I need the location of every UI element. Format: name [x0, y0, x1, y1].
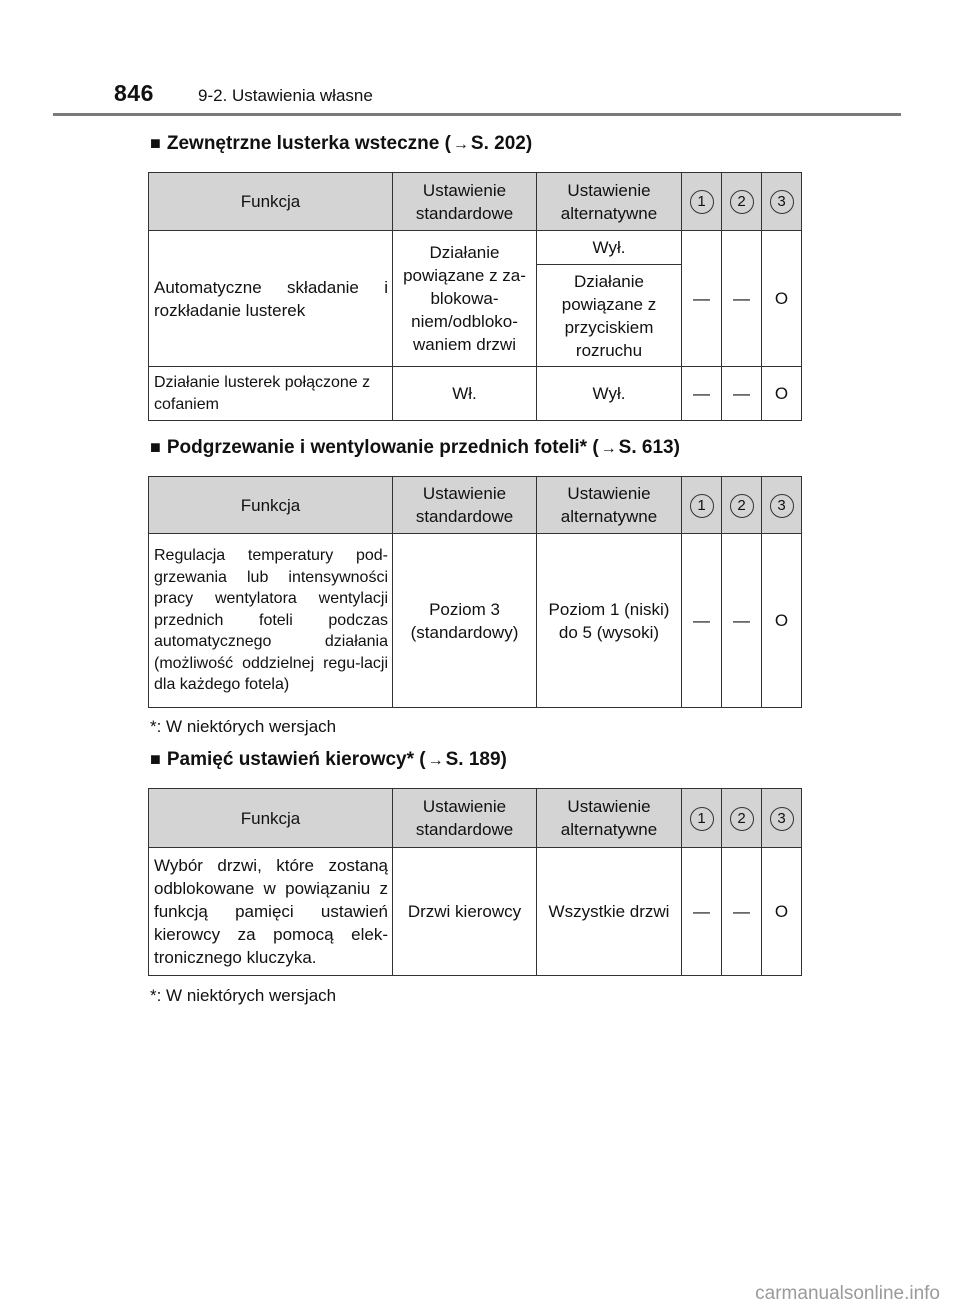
bullet-square-icon: ■	[150, 749, 161, 769]
column-header-1	[682, 789, 722, 848]
section-title-text: Pamięć ustawień kierowcy* (	[166, 749, 426, 770]
section-title-mirrors	[150, 133, 532, 155]
function-cell: Regulacja temperatury pod-grzewania lub intensywności pracy wentylatora wentylacji przednich foteli podczas automatycznego działania (możliwość oddzielnej regu-lacji dla każdego fotela)	[149, 534, 393, 708]
page-reference-link[interactable]: S. 613)	[618, 437, 680, 458]
driver-memory-table	[148, 788, 802, 976]
column-header-2	[722, 477, 762, 534]
circled-number-3-icon: 3	[770, 494, 794, 518]
alternative-setting-cell: Wył.	[537, 367, 682, 421]
default-setting-cell: Poziom 3 (standardowy)	[393, 534, 537, 708]
alternative-setting-cell: Wszystkie drzwi	[537, 848, 682, 976]
section-title-text: Podgrzewanie i wentylowanie przednich foteli* (	[166, 437, 599, 458]
setting-method-3-cell: O	[762, 231, 802, 367]
setting-method-2-cell: —	[722, 231, 762, 367]
page-reference-link[interactable]: S. 189)	[445, 749, 507, 770]
function-cell: Wybór drzwi, które zostaną odblokowane w powiązaniu z funkcją pamięci ustawień kierowcy za pomocą elek-tronicznego kluczyka.	[149, 848, 393, 976]
column-header-alternative: Ustawienie alternatywne	[537, 173, 682, 231]
setting-method-1-cell: —	[682, 367, 722, 421]
setting-method-1-cell: —	[682, 231, 722, 367]
table-row	[149, 534, 802, 708]
circled-number-2-icon: 2	[730, 190, 754, 214]
default-setting-cell: Drzwi kierowcy	[393, 848, 537, 976]
alternative-setting-cell: Poziom 1 (niski) do 5 (wysoki)	[537, 534, 682, 708]
column-header-alternative: Ustawienie alternatywne	[537, 477, 682, 534]
table-row	[149, 848, 802, 976]
setting-method-2-cell: —	[722, 848, 762, 976]
setting-method-3-cell: O	[762, 848, 802, 976]
arrow-right-icon: →	[452, 136, 469, 153]
default-setting-cell: Wł.	[393, 367, 537, 421]
footnote: *: W niektórych wersjach	[150, 717, 337, 736]
column-header-2	[722, 789, 762, 848]
column-header-function: Funkcja	[149, 173, 393, 231]
column-header-1	[682, 477, 722, 534]
circled-number-2-icon: 2	[730, 494, 754, 518]
page-header	[0, 0, 960, 117]
column-header-function: Funkcja	[149, 789, 393, 848]
function-cell: Automatyczne składanie i rozkładanie lusterek	[149, 231, 393, 367]
page-number: 846	[114, 80, 154, 106]
section-title-text: Zewnętrzne lusterka wsteczne (	[166, 133, 451, 154]
setting-method-1-cell: —	[682, 534, 722, 708]
column-header-default: Ustawienie standardowe	[393, 173, 537, 231]
function-cell: Działanie lusterek połączone z cofaniem	[149, 367, 393, 421]
column-header-function: Funkcja	[149, 477, 393, 534]
column-header-3	[762, 173, 802, 231]
bullet-square-icon: ■	[150, 437, 161, 457]
column-header-default: Ustawienie standardowe	[393, 477, 537, 534]
circled-number-2-icon: 2	[730, 807, 754, 831]
circled-number-1-icon: 1	[690, 494, 714, 518]
setting-method-3-cell: O	[762, 534, 802, 708]
column-header-3	[762, 477, 802, 534]
column-header-3	[762, 789, 802, 848]
bullet-square-icon: ■	[150, 133, 161, 153]
header-rule	[53, 113, 901, 116]
table-header-row	[149, 789, 802, 848]
table-row	[149, 231, 802, 265]
setting-method-3-cell: O	[762, 367, 802, 421]
column-header-alternative: Ustawienie alternatywne	[537, 789, 682, 848]
mirrors-table	[148, 172, 802, 421]
section-title-driver-memory	[150, 749, 507, 771]
circled-number-3-icon: 3	[770, 190, 794, 214]
column-header-default: Ustawienie standardowe	[393, 789, 537, 848]
setting-method-2-cell: —	[722, 367, 762, 421]
table-row	[149, 367, 802, 421]
default-setting-cell: Działanie powiązane z za-blokowa-niem/odbloko-waniem drzwi	[393, 231, 537, 367]
arrow-right-icon: →	[600, 440, 617, 457]
alternative-setting-cell: Działanie powiązane z przyciskiem rozruchu	[537, 265, 682, 367]
table-header-row	[149, 173, 802, 231]
page-reference-link[interactable]: S. 202)	[470, 133, 533, 154]
seats-table	[148, 476, 802, 708]
arrow-right-icon: →	[427, 752, 444, 769]
circled-number-1-icon: 1	[690, 807, 714, 831]
section-path: 9-2. Ustawienia własne	[198, 86, 373, 105]
circled-number-3-icon: 3	[770, 807, 794, 831]
section-title-seats	[150, 437, 680, 459]
circled-number-1-icon: 1	[690, 190, 714, 214]
column-header-1	[682, 173, 722, 231]
footnote: *: W niektórych wersjach	[150, 986, 337, 1005]
alternative-setting-cell: Wył.	[537, 231, 682, 265]
setting-method-2-cell: —	[722, 534, 762, 708]
watermark: carmanualsonline.info	[755, 1283, 940, 1304]
column-header-2	[722, 173, 762, 231]
setting-method-1-cell: —	[682, 848, 722, 976]
table-header-row	[149, 477, 802, 534]
